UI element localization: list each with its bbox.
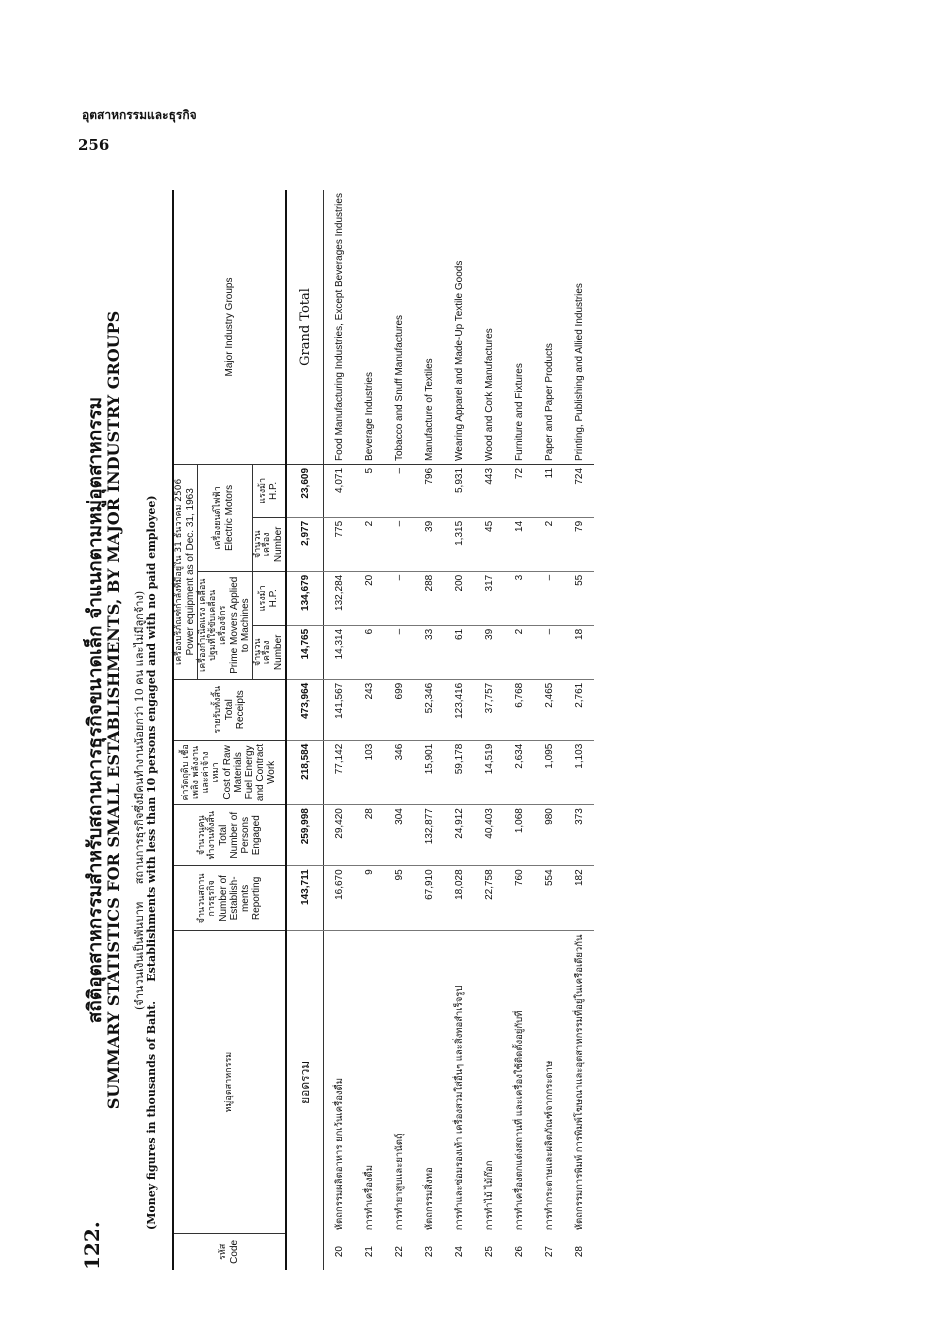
note-eng-2: Establishments with less than 10 persons engaged and with no paid employee) (145, 495, 158, 982)
row-group-thai: การทำและซ่อมรองเท้า เครื่องสวมใส่อื่นๆ และสิ่งทอสำเร็จรูป (453, 985, 465, 1231)
row-establishments: 16,670 (324, 866, 355, 931)
row-motor-number: – (384, 517, 414, 571)
row-group-eng: Beverage Industries (354, 190, 384, 464)
row-receipts: 2,465 (534, 679, 564, 740)
row-motor-number: 775 (324, 517, 355, 571)
table-row (474, 190, 504, 1270)
row-cost: 77,142 (324, 740, 355, 804)
row-prime-number: 14,314 (324, 625, 355, 679)
grand-total-label-eng: Grand Total (286, 190, 324, 464)
table-row (444, 190, 474, 1270)
row-prime-hp: 132,284 (324, 571, 355, 625)
row-group-thai: หัตถกรรมสิ่งทอ (423, 1167, 435, 1231)
row-persons: 29,420 (324, 805, 355, 866)
row-cost: 15,901 (414, 740, 444, 804)
row-motor-hp: 796 (414, 464, 444, 517)
row-cost: 2,634 (504, 740, 534, 804)
row-establishments: 182 (564, 866, 594, 931)
row-receipts: 2,761 (564, 679, 594, 740)
row-prime-hp: 20 (354, 571, 384, 625)
rotated-table-page (80, 190, 850, 1270)
row-motor-hp: 11 (534, 464, 564, 517)
row-code: 27 (543, 1246, 555, 1258)
row-prime-number: 2 (504, 625, 534, 679)
title-thai: สถิติอุตสาหกรรมสำหรับสถานการธุรกิจขนาดเล็ก จำแนกตามหมู่อุตสาหกรรม (84, 396, 106, 1024)
grand-total-label-thai: ยอดรวม (286, 931, 324, 1233)
table-row (564, 190, 594, 1270)
row-code: 20 (324, 1233, 355, 1270)
row-cost: 59,178 (444, 740, 474, 804)
row-establishments: 554 (534, 866, 564, 931)
row-motor-number: 14 (504, 517, 534, 571)
row-receipts: 243 (354, 679, 384, 740)
row-group-eng: Manufacture of Textiles (414, 190, 444, 464)
row-cost: 346 (384, 740, 414, 804)
row-establishments: 22,758 (474, 866, 504, 931)
note-thai-2: สถานการธุรกิจซึ่งมีคนทำงานน้อยกว่า 10 คน และไม่มีลูกจ้าง) (133, 590, 146, 885)
row-establishments: 9 (354, 866, 384, 931)
row-receipts: 6,768 (504, 679, 534, 740)
row-cost: 1,103 (564, 740, 594, 804)
row-establishments: 67,910 (414, 866, 444, 931)
row-motor-number: 39 (414, 517, 444, 571)
total-prime-number: 14,765 (286, 625, 324, 679)
row-motor-number: 2 (354, 517, 384, 571)
row-group-thai: หัตถกรรมผลิตอาหาร ยกเว้นเครื่องดื่ม (324, 931, 355, 1233)
row-group-thai: การทำกระดาษและผลิตภัณฑ์จากกระดาษ (543, 1060, 555, 1231)
row-code: 24 (453, 1246, 465, 1258)
row-group-eng: Wearing Apparel and Made-Up Textile Goods (444, 190, 474, 464)
running-header: อุตสาหกรรมและธุรกิจ (82, 108, 197, 122)
row-group-eng: Printing, Publishing and Allied Industries (564, 190, 594, 464)
row-persons: 132,877 (414, 805, 444, 866)
row-cost: 14,519 (474, 740, 504, 804)
persons-header: จำนวนคนทำงานทั้งสิ้น Total Number of Persons Engaged (173, 805, 286, 866)
row-receipts: 37,757 (474, 679, 504, 740)
row-prime-hp: 55 (564, 571, 594, 625)
row-prime-hp: – (384, 571, 414, 625)
title-block (80, 190, 126, 1270)
row-prime-number: 18 (564, 625, 594, 679)
total-cost: 218,584 (286, 740, 324, 804)
motor-number-header: จำนวนเครื่อง Number (252, 517, 286, 571)
table-row (534, 190, 564, 1270)
row-group-eng: Tobacco and Snuff Manufactures (384, 190, 414, 464)
row-establishments: 95 (384, 866, 414, 931)
row-persons: 980 (534, 805, 564, 866)
row-prime-hp: 317 (474, 571, 504, 625)
row-prime-hp: – (534, 571, 564, 625)
row-motor-hp: – (384, 464, 414, 517)
row-receipts: 141,567 (324, 679, 355, 740)
code-header: รหัส Code (173, 1233, 286, 1270)
note-english (145, 190, 160, 1230)
row-motor-hp: 443 (474, 464, 504, 517)
row-code: 21 (363, 1246, 375, 1258)
row-receipts: 699 (384, 679, 414, 740)
notes (130, 190, 160, 1230)
cost-header: ค่าวัตถุดิบ เชื้อเพลิง พลังงาน และค่าจ้างเหมา Cost of Raw Materials Fuel Energy and Contract Work (173, 740, 286, 804)
row-persons: 28 (354, 805, 384, 866)
table-row (354, 190, 384, 1270)
group-header-thai: หมู่อุตสาหกรรม (173, 931, 286, 1233)
row-group-thai: หัตถกรรมการพิมพ์ การพิมพ์โฆษณาและอุตสาหกรรมที่อยู่ในเครือเดียวกัน (573, 934, 585, 1231)
row-group-thai: การทำยาสูบและยานัตถุ์ (393, 1133, 405, 1231)
row-group-eng: Wood and Cork Manufactures (474, 190, 504, 464)
row-persons: 304 (384, 805, 414, 866)
row-cost: 103 (354, 740, 384, 804)
row-persons: 40,403 (474, 805, 504, 866)
row-prime-number: 33 (414, 625, 444, 679)
row-prime-number: – (534, 625, 564, 679)
electric-motors-header: เครื่องยนต์ไฟฟ้า Electric Motors (197, 464, 252, 571)
motor-hp-header: แรงม้า H.P. (252, 464, 286, 517)
page-number: 256 (78, 136, 110, 154)
row-receipts: 52,346 (414, 679, 444, 740)
prime-movers-header: เครื่องกำเนิดแรง เคลื่อนปฐมที่ใช้ขับเคลื่อนเครื่องจักร Prime Movers Applied to Machines (197, 571, 252, 679)
prime-hp-header: แรงม้า H.P. (252, 571, 286, 625)
note-thai (130, 190, 145, 1230)
note-eng-1: (Money figures in thousands of Baht. (145, 1000, 158, 1230)
row-prime-number: 61 (444, 625, 474, 679)
table-row (504, 190, 534, 1270)
row-code: 23 (423, 1246, 435, 1258)
row-receipts: 123,416 (444, 679, 474, 740)
row-group-eng: Furniture and Fixtures (504, 190, 534, 464)
statistics-table (172, 190, 594, 1270)
row-code: 28 (573, 1246, 585, 1258)
table-number: 122. (80, 1221, 104, 1270)
row-prime-number: – (384, 625, 414, 679)
table-row (414, 190, 444, 1270)
power-equipment-header: เครื่องบริภัณฑ์กำลังที่มีอยู่ใน 31 ธันวาคม 2506 Power equipment as of Dec. 31, 1963 (173, 464, 197, 679)
row-code: 22 (393, 1246, 405, 1258)
total-motor-number: 2,977 (286, 517, 324, 571)
row-code: 25 (483, 1246, 495, 1258)
total-prime-hp: 134,679 (286, 571, 324, 625)
row-prime-number: 6 (354, 625, 384, 679)
row-group-thai: การทำเครื่องดื่ม (363, 1164, 375, 1231)
row-persons: 373 (564, 805, 594, 866)
row-motor-hp: 724 (564, 464, 594, 517)
row-motor-number: 1,315 (444, 517, 474, 571)
row-establishments: 18,028 (444, 866, 474, 931)
establishments-header: จำนวนสถานการธุรกิจ Number of Establish-ments Reporting (173, 866, 286, 931)
row-motor-hp: 72 (504, 464, 534, 517)
row-persons: 1,068 (504, 805, 534, 866)
row-prime-hp: 3 (504, 571, 534, 625)
total-receipts: 473,964 (286, 679, 324, 740)
row-group-thai: การทำเครื่องตกแต่งสถานที่ และเครื่องใช้ติดตั้งอยู่กับที่ (513, 1010, 525, 1231)
row-prime-hp: 200 (444, 571, 474, 625)
major-groups-header: Major Industry Groups (173, 190, 286, 464)
table-row (324, 190, 355, 1270)
title-english: SUMMARY STATISTICS FOR SMALL ESTABLISHMENTS, BY MAJOR INDUSTRY GROUPS (104, 310, 123, 1110)
total-establishments: 143,711 (286, 866, 324, 931)
row-prime-number: 39 (474, 625, 504, 679)
total-persons: 259,998 (286, 805, 324, 866)
row-group-eng: Food Manufacturing Industries, Except Beverages Industries (324, 190, 355, 464)
row-persons: 24,912 (444, 805, 474, 866)
row-motor-number: 79 (564, 517, 594, 571)
total-motor-hp: 23,609 (286, 464, 324, 517)
receipts-header: รายรับทั้งสิ้น Total Receipts (173, 679, 286, 740)
row-motor-number: 45 (474, 517, 504, 571)
table-row (384, 190, 414, 1270)
row-motor-hp: 5,931 (444, 464, 474, 517)
row-group-eng: Paper and Paper Products (534, 190, 564, 464)
row-code: 26 (513, 1246, 525, 1258)
prime-number-header: จำนวนเครื่อง Number (252, 625, 286, 679)
row-prime-hp: 288 (414, 571, 444, 625)
row-establishments: 760 (504, 866, 534, 931)
row-group-thai: การทำไม้ ไม้ก๊อก (483, 1160, 495, 1231)
row-motor-hp: 5 (354, 464, 384, 517)
row-motor-hp: 4,071 (324, 464, 355, 517)
row-cost: 1,095 (534, 740, 564, 804)
grand-total-row (286, 190, 324, 1270)
row-motor-number: 2 (534, 517, 564, 571)
note-thai-1: (จำนวนเงินเป็นพันบาท (133, 901, 146, 1010)
